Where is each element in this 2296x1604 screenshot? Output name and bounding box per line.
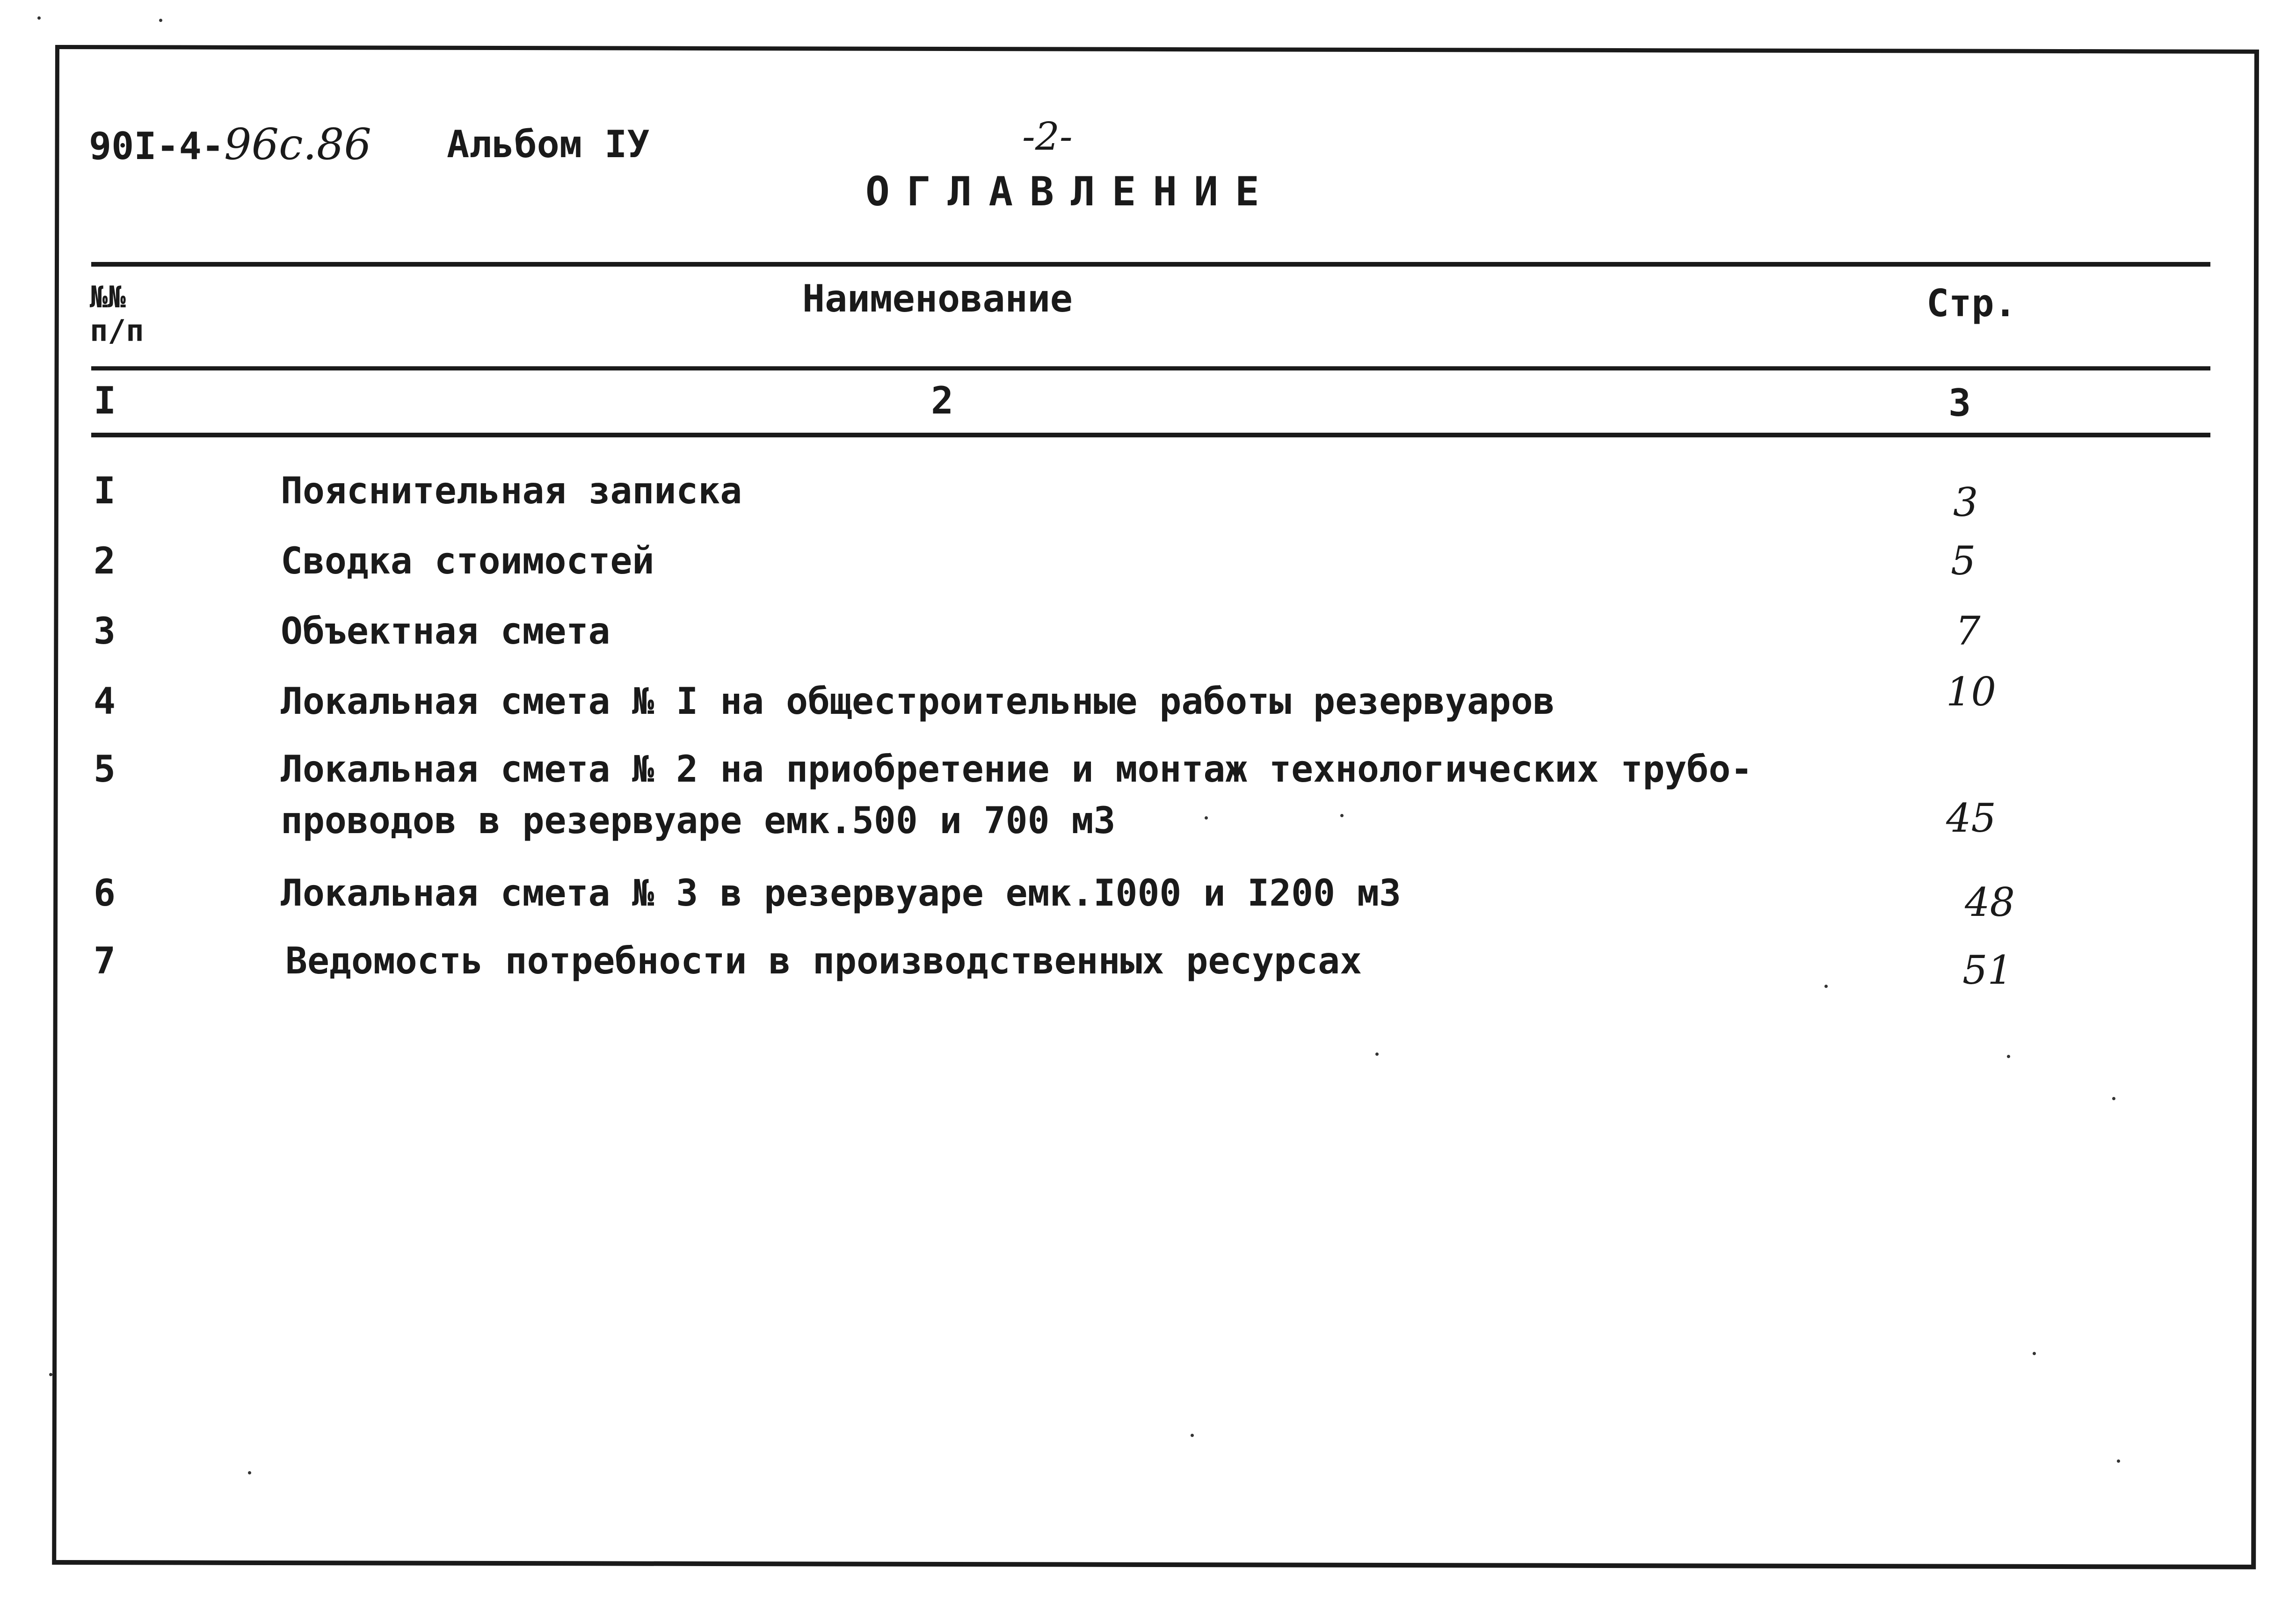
scan-speck bbox=[2007, 1055, 2010, 1058]
entry-name: Пояснительная записка bbox=[281, 470, 742, 512]
colnum-bottom-rule bbox=[91, 433, 2210, 437]
scan-speck bbox=[1205, 816, 1208, 820]
scan-speck bbox=[2112, 1097, 2115, 1100]
entry-num: I bbox=[94, 470, 116, 512]
doc-code-printed: 90I-4- bbox=[89, 124, 224, 168]
scan-speck bbox=[1340, 814, 1344, 817]
col-number-2: 2 bbox=[931, 379, 954, 422]
col-number-3: 3 bbox=[1948, 381, 1971, 425]
entry-page: 48 bbox=[1965, 879, 2015, 925]
album-label: Альбом IУ bbox=[447, 123, 650, 166]
entry-num: 3 bbox=[94, 610, 116, 653]
page-title: ОГЛАВЛЕНИЕ bbox=[865, 168, 1276, 215]
entry-page: 3 bbox=[1953, 479, 1978, 525]
scan-speck bbox=[1824, 985, 1828, 988]
entry-page: 51 bbox=[1962, 947, 2013, 993]
entry-name: Локальная смета № 3 в резервуаре емк.I000 и I200 м3 bbox=[281, 872, 1401, 914]
page-number: -2- bbox=[1022, 115, 1073, 159]
entry-name-continuation: проводов в резервуаре емк.500 и 700 м3 bbox=[281, 800, 1116, 842]
col-number-1: I bbox=[94, 379, 116, 422]
entry-page: 7 bbox=[1955, 608, 1981, 654]
scan-speck bbox=[1191, 1434, 1194, 1437]
col-header-page: Стр. bbox=[1926, 282, 2017, 325]
entry-num: 7 bbox=[94, 940, 116, 982]
doc-code bbox=[89, 119, 371, 169]
col-header-name: Наименование bbox=[802, 277, 1073, 320]
doc-code-handwritten: 96с.86 bbox=[224, 119, 371, 169]
entry-name: Локальная смета № I на общестроительные работы резервуаров bbox=[281, 681, 1555, 723]
entry-name: Локальная смета № 2 на приобретение и монтаж технологических трубо- bbox=[281, 748, 1753, 791]
col-header-num-line1: №№ bbox=[90, 280, 126, 315]
scan-speck bbox=[49, 1373, 52, 1376]
entry-name: Сводка стоимостей bbox=[281, 540, 654, 582]
entry-num: 4 bbox=[94, 681, 116, 723]
scan-speck bbox=[248, 1471, 251, 1474]
entry-name: Объектная смета bbox=[281, 610, 610, 653]
entry-num: 6 bbox=[94, 872, 116, 914]
entry-page: 45 bbox=[1946, 795, 1996, 841]
col-header-num bbox=[90, 281, 144, 348]
entry-name: Ведомость потребности в производственных ресурсах bbox=[285, 940, 1362, 982]
table-top-rule bbox=[91, 262, 2210, 267]
scan-speck bbox=[2117, 1459, 2120, 1463]
entry-page: 5 bbox=[1951, 538, 1976, 584]
scan-speck bbox=[37, 16, 41, 20]
header-bottom-rule bbox=[91, 366, 2210, 370]
scan-speck bbox=[1375, 1052, 1379, 1056]
entry-num: 5 bbox=[94, 748, 116, 791]
entry-num: 2 bbox=[94, 540, 116, 582]
entry-page: 10 bbox=[1946, 669, 1996, 715]
scan-speck bbox=[2033, 1352, 2036, 1355]
col-header-num-line2: п/п bbox=[90, 314, 144, 348]
scan-speck bbox=[159, 19, 162, 22]
